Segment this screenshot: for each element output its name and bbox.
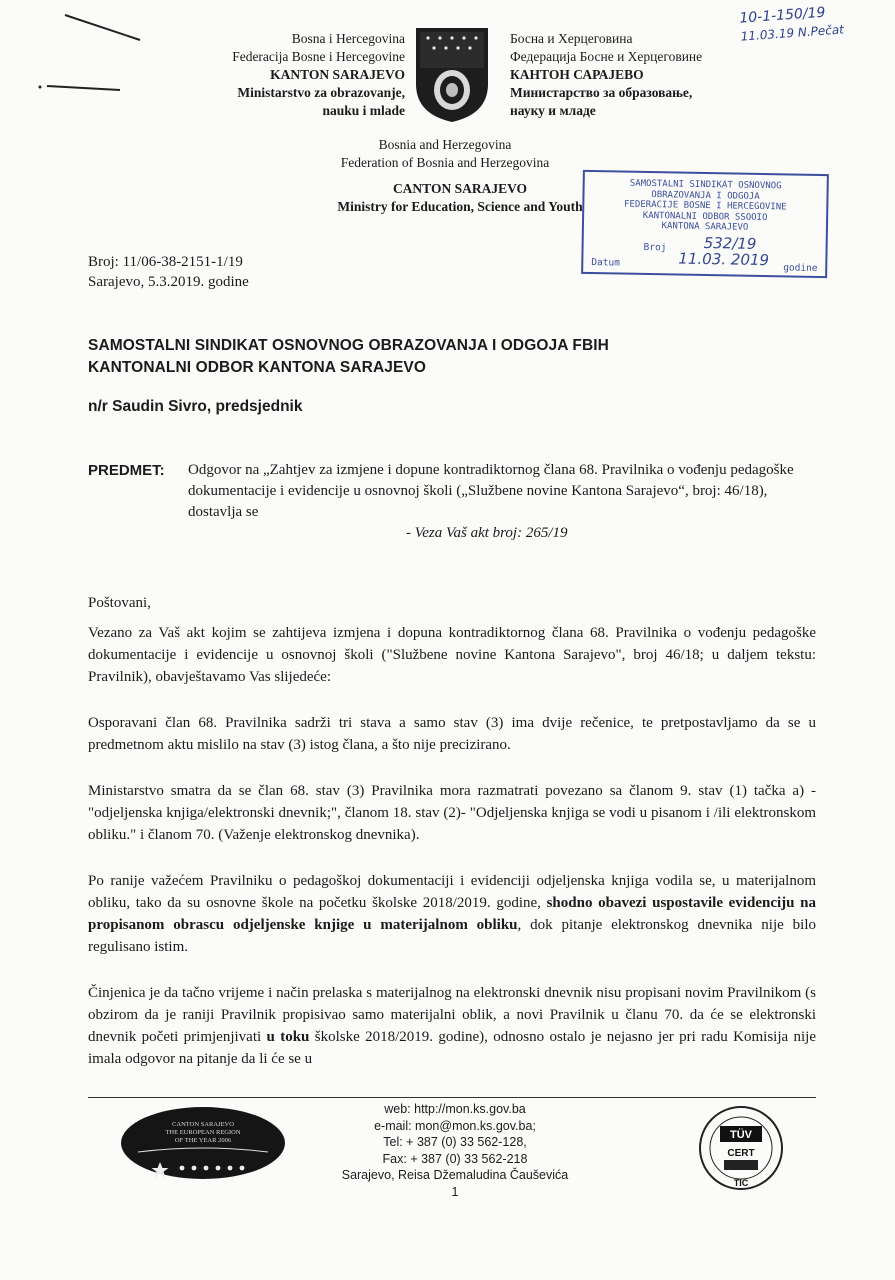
stamp-line: OBRAZOVANJA I ODGOJA xyxy=(651,189,760,202)
stamp-line: KANTONALNI ODBOR SSOOIO xyxy=(642,210,768,223)
stamp-line: SAMOSTALNI SINDIKAT OSNOVNOG xyxy=(629,178,782,192)
logo-text: THE EUROPEAN REGION xyxy=(165,1129,241,1136)
canton-coat-of-arms-icon xyxy=(412,24,492,124)
logo-text: OF THE YEAR 2006 xyxy=(174,1137,232,1144)
header-canton: KANTON SARAJEVO xyxy=(270,67,405,82)
stamp-datum-label: Datum xyxy=(591,257,621,269)
stamp-broj-value: 532/19 xyxy=(703,233,757,253)
header-ministry: Ministarstvo za obrazovanje, xyxy=(237,85,405,100)
header-ministry-cyr-cont: науку и младе xyxy=(510,103,596,118)
paragraph-emphasis: u toku xyxy=(266,1029,310,1045)
logo-text: CANTON SARAJEVO xyxy=(172,1121,234,1128)
reference-date: Sarajevo, 5.3.2019. godine xyxy=(88,274,249,290)
recipient-line: KANTONALNI ODBOR KANTONA SARAJEVO xyxy=(88,359,427,376)
footer-phone: Tel: + 387 (0) 33 562-128, xyxy=(383,1135,527,1149)
footer-address: Sarajevo, Reisa Džemaludina Čauševića 1 xyxy=(341,1168,569,1199)
attention-line: n/r Saudin Sivro, predsjednik xyxy=(88,398,303,415)
paragraph-text: Činjenica je da tačno vrijeme i način prelaska s materijalnog na elektronski dnevnik nisu propisani novim Pravilnikom (s obzirom da je raniji Pravilnik propisivao samo materijalni oblik, a novi Pravilnik u članu 70. da će se elektronski dnevnik početi primjenjivati xyxy=(88,985,816,1045)
document-reference xyxy=(88,252,249,292)
stamp-datum-value: 11.03. 2019 xyxy=(678,249,770,270)
logo-text: CERT xyxy=(727,1148,755,1159)
paragraph: Ministarstvo smatra da se član 68. stav (3) Pravilnika mora razmatrati povezano sa članom 9. stav (1) tačka a) - "odjeljenska knjiga/elektronski dnevnik;", članom 18. stav (2)- "Odjeljenska knjiga se vodi u pisanom i /ili elektronskom obliku." i članom 70. (Važenje elektronskog dnevnika). xyxy=(88,783,816,843)
paragraph xyxy=(88,870,816,958)
header-canton-en: CANTON SARAJEVO xyxy=(392,181,528,196)
footer-website: web: http://mon.ks.gov.ba xyxy=(384,1102,526,1116)
salutation: Poštovani, xyxy=(88,595,151,611)
received-stamp xyxy=(581,170,829,278)
header-canton-cyr: КАНТОН САРАЈЕВО xyxy=(510,67,644,82)
footer-divider xyxy=(88,1097,816,1098)
handwritten-number: 10-1-150/19 xyxy=(738,4,826,27)
european-region-award-logo xyxy=(118,1104,288,1182)
paragraph-text: Po ranije važećem Pravilniku o pedagoškoj dokumentaciji i evidenciji odjeljenska knjiga vodila se, u materijalnom obliku, tako da su osnovne škole na početku školske 2018/2019. godine, xyxy=(88,873,816,911)
recipient-line: SAMOSTALNI SINDIKAT OSNOVNOG OBRAZOVANJA I ODGOJA FBIH xyxy=(88,337,609,354)
reference-number: Broj: 11/06-38-2151-1/19 xyxy=(88,254,243,270)
header-federation: Federacija Bosne i Hercegovine xyxy=(232,49,405,64)
header-federation-cyr: Федерација Босне и Херцеговине xyxy=(510,49,703,64)
header-ministry-en: Ministry for Education, Science and Youth xyxy=(337,199,583,214)
tuv-cert-logo xyxy=(696,1104,786,1192)
logo-text: TIC xyxy=(733,1178,749,1188)
recipient xyxy=(88,335,609,379)
subject-text: Odgovor na „Zahtjev za izmjene i dopune kontradiktornog člana 68. Pravilnika o vođenju pedagoške dokumentacije i evidencije u osnovnoj školi („Službene novine Kantona Sarajevo“, broj: 46/18), dostavlja se xyxy=(188,462,794,520)
paragraph-text: školske 2018/2019. godine), odnosno ostalo je nejasno jer pri radu Komisija nije imala odgovor na pitanje da li će se u xyxy=(88,1029,816,1067)
handwritten-date: 11.03.19 N.Pečat xyxy=(740,22,845,44)
header-ministry-cyr: Министарство за образовање, xyxy=(510,85,693,100)
pen-mark xyxy=(35,78,125,98)
paragraph-text: , dok pitanje elektronskog dnevnika nije bilo regulisano istim. xyxy=(88,917,816,955)
stamp-godine-label: godine xyxy=(783,262,818,274)
paragraph: Vezano za Vaš akt kojim se zahtijeva izmjena i dopuna kontradiktornog člana 68. Pravilnika o vođenju pedagoške dokumentacije i evidencije u osnovnoj školi ("Službene novine Kantona Sarajevo", broj 46/18; u daljem tekstu: Pravilnik), obavještavamo Vas slijedeće: xyxy=(88,625,816,685)
logo-text: TÜV xyxy=(730,1129,752,1141)
paragraph-emphasis: shodno obavezi uspostavile evidenciju na propisanom obrascu odjeljenske knjige u materijalnom obliku xyxy=(88,895,816,933)
subject-reference: - Veza Vaš akt broj: 265/19 xyxy=(406,525,568,541)
footer-fax: Fax: + 387 (0) 33 562-218 xyxy=(382,1151,528,1166)
stamp-line: KANTONA SARAJEVO xyxy=(661,221,749,233)
stamp-broj-label: Broj xyxy=(643,241,667,254)
stamp-line: FEDERACIJE BOSNE I HERCEGOVINE xyxy=(623,199,787,213)
header-english xyxy=(295,136,595,172)
ministry-contact xyxy=(340,1101,570,1200)
header-ministry-cont: nauku i mlade xyxy=(322,103,405,118)
handwritten-registry-note xyxy=(739,2,845,45)
subject-label: PREDMET: xyxy=(88,462,165,479)
header-country-en: Bosnia and Herzegovina xyxy=(378,137,512,152)
paragraph xyxy=(88,982,816,1070)
footer-email: e-mail: mon@mon.ks.gov.ba; xyxy=(374,1118,536,1133)
header-left xyxy=(130,30,405,120)
paragraph: Osporavani član 68. Pravilnika sadrži tri stava a samo stav (3) ima dvije rečenice, te pretpostavljamo da se u predmetnom aktu mislilo na stav (3) istog člana, a što nije precizirano. xyxy=(88,715,816,753)
header-federation-en: Federation of Bosnia and Herzegovina xyxy=(340,155,550,170)
header-right xyxy=(510,30,770,120)
header-country-cyr: Босна и Херцеговина xyxy=(510,31,633,46)
header-country: Bosna i Hercegovina xyxy=(291,31,405,46)
